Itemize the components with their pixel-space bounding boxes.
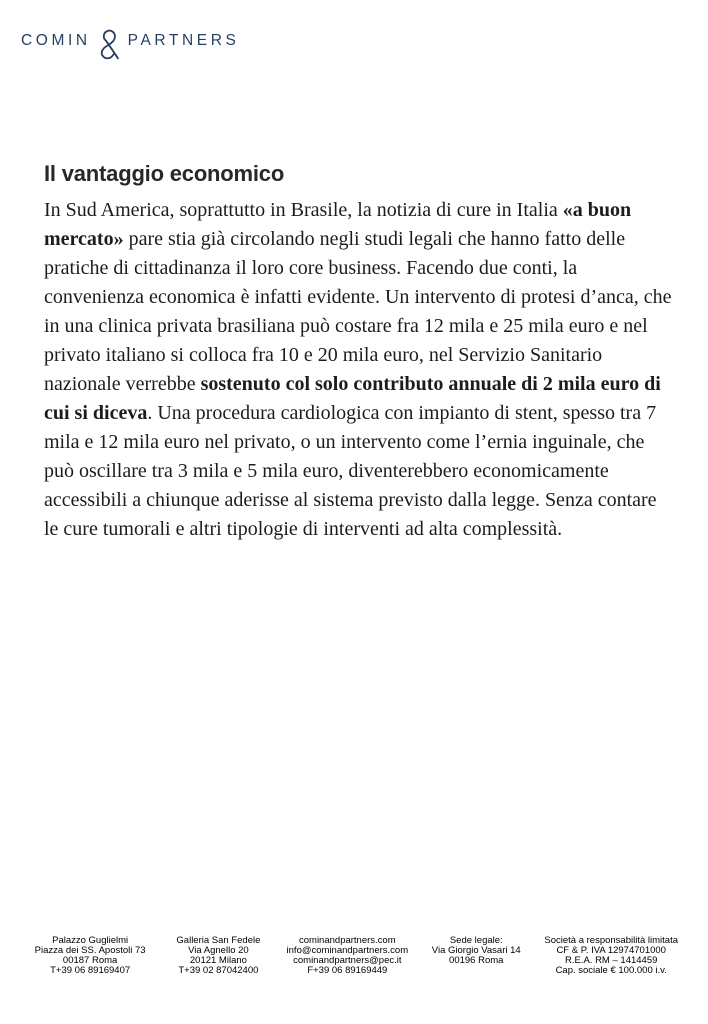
footer-milan-office bbox=[154, 936, 282, 976]
footer-rome-office bbox=[26, 936, 154, 976]
footer-registered-office bbox=[412, 936, 540, 976]
logo-word-comin: COMIN bbox=[21, 31, 91, 49]
paragraph-text-run: In Sud America, soprattutto in Brasile, la notizia di cure in Italia bbox=[44, 199, 563, 222]
footer-line: Società a responsabilità limitata bbox=[544, 935, 678, 946]
footer-company-info bbox=[540, 936, 682, 976]
paragraph-text-run: . Una procedura cardiologica con impianto di stent, spesso tra 7 mila e 12 mila euro nel privato, o un intervento come l’ernia inguinale, che può oscillare tra 3 mila e 5 mila euro, diventerebbero economicamente accessibili a chiunque aderisse al sistema previsto dalla legge. Senza contare le cure tumorali e altri tipologie di interventi ad alta complessità. bbox=[44, 402, 657, 541]
footer-line: info@cominandpartners.com bbox=[286, 945, 409, 956]
article-heading: Il vantaggio economico bbox=[44, 161, 285, 186]
footer-line: Piazza dei SS. Apostoli 73 bbox=[34, 945, 146, 956]
footer-line: Galleria San Fedele bbox=[176, 935, 261, 946]
footer-line: Palazzo Guglielmi bbox=[52, 935, 129, 946]
paragraph-bold-run: sostenuto col solo contributo annuale di 2 mila euro di cui si diceva bbox=[44, 373, 661, 425]
paragraph-bold-run: «a buon mercato» bbox=[44, 199, 632, 251]
article bbox=[44, 161, 672, 544]
company-logo bbox=[21, 24, 239, 57]
page-footer bbox=[26, 936, 682, 976]
footer-line: 20121 Milano bbox=[189, 955, 247, 966]
footer-line: R.E.A. RM – 1414459 bbox=[564, 955, 658, 966]
footer-contacts bbox=[283, 936, 413, 976]
footer-line: T+39 06 89169407 bbox=[50, 965, 131, 976]
ampersand-icon bbox=[98, 29, 122, 62]
footer-line: Sede legale: bbox=[449, 935, 503, 946]
footer-line: T+39 02 87042400 bbox=[178, 965, 259, 976]
footer-line: 00196 Roma bbox=[449, 955, 504, 966]
footer-line: CF & P. IVA 12974701000 bbox=[556, 945, 666, 956]
footer-line: F+39 06 89169449 bbox=[307, 965, 388, 976]
footer-line: Via Agnello 20 bbox=[188, 945, 249, 956]
footer-line: Via Giorgio Vasari 14 bbox=[431, 945, 521, 956]
footer-line: cominandpartners@pec.it bbox=[293, 955, 402, 966]
footer-line: 00187 Roma bbox=[62, 955, 118, 966]
footer-line: Cap. sociale € 100.000 i.v. bbox=[555, 965, 667, 976]
article-paragraph bbox=[44, 196, 672, 544]
logo-word-partners: PARTNERS bbox=[127, 31, 240, 49]
footer-line: cominandpartners.com bbox=[299, 935, 396, 946]
paragraph-text-run: pare stia già circolando negli studi legali che hanno fatto delle pratiche di cittadinanza il loro core business. Facendo due conti, la convenienza economica è infatti evidente. Un intervento di protesi d’anca, che in una clinica privata brasiliana può costare fra 12 mila e 25 mila euro e nel privato italiano si colloca fra 10 e 20 mila euro, nel Servizio Sanitario nazionale verrebbe bbox=[44, 228, 672, 396]
